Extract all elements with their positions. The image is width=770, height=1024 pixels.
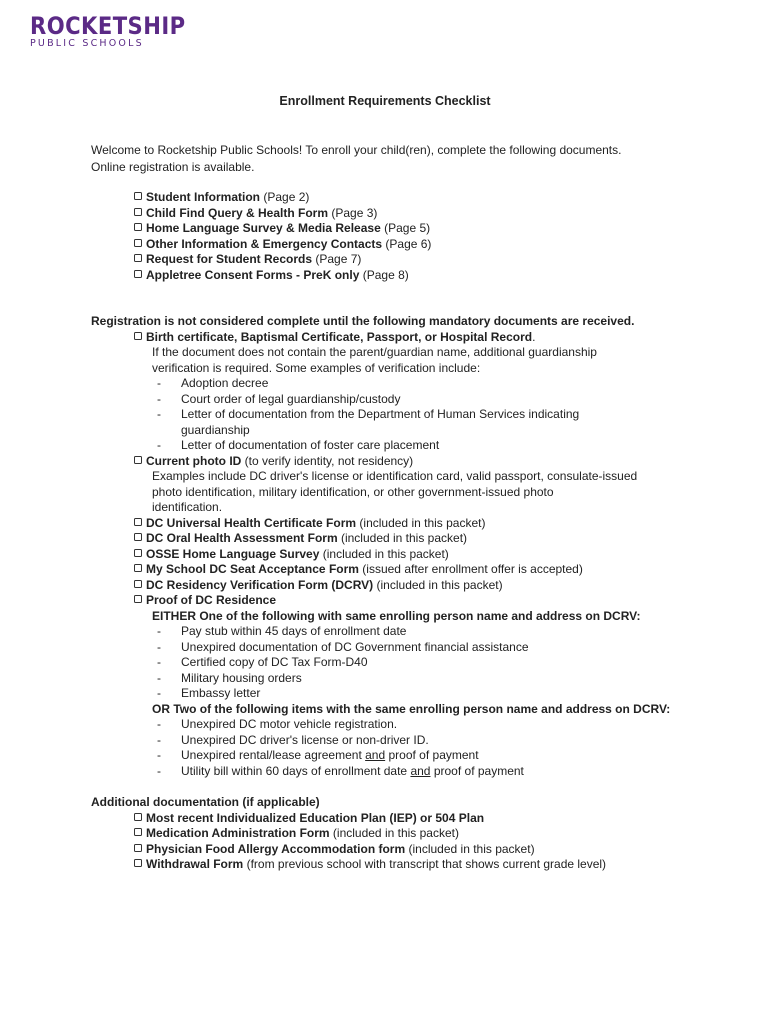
list-item bbox=[0, 392, 770, 408]
dash-marker: - bbox=[157, 748, 161, 762]
list-item-text: Unexpired DC motor vehicle registration. bbox=[181, 717, 398, 731]
dash-marker: - bbox=[157, 407, 161, 421]
dash-marker: - bbox=[157, 376, 161, 390]
item-description: Examples include DC driver's license or identification card, valid passport, consulate-issued bbox=[152, 469, 638, 483]
item-name: Request for Student Records bbox=[146, 252, 313, 266]
logo-wordmark: ROCKETSHIP bbox=[30, 12, 186, 40]
checklist-item bbox=[0, 826, 770, 842]
item-page: (Page 2) bbox=[263, 190, 310, 204]
item-note: (from previous school with transcript that shows current grade level) bbox=[246, 857, 607, 871]
dash-marker: - bbox=[157, 655, 161, 669]
item-description: If the document does not contain the parent/guardian name, additional guardianship bbox=[152, 345, 597, 359]
checkbox-icon bbox=[134, 859, 142, 867]
checkbox-icon bbox=[134, 208, 142, 216]
item-name: Child Find Query & Health Form bbox=[146, 205, 329, 220]
item-description: photo identification, military identification, or other government-issued photo bbox=[152, 484, 554, 499]
list-item-text: Military housing orders bbox=[181, 670, 302, 685]
item-name: DC Oral Health Assessment Form bbox=[146, 531, 338, 545]
item-name: Most recent Individualized Education Plan (IEP) or 504 Plan bbox=[146, 810, 485, 825]
dash-marker: - bbox=[157, 438, 161, 452]
list-item bbox=[0, 686, 770, 702]
list-item-text: Court order of legal guardianship/custody bbox=[181, 391, 401, 406]
list-item-text: Pay stub within 45 days of enrollment date bbox=[181, 624, 407, 638]
additional-heading: Additional documentation (if applicable) bbox=[91, 795, 320, 809]
checkbox-icon bbox=[134, 828, 142, 836]
checkbox-icon bbox=[134, 518, 142, 526]
item-page: (Page 6) bbox=[385, 236, 432, 251]
item-note: (included in this packet) bbox=[376, 577, 503, 592]
item-note: (included in this packet) bbox=[322, 546, 449, 561]
checkbox-icon bbox=[134, 564, 142, 572]
item-name: Birth certificate, Baptismal Certificate, Passport, or Hospital Record bbox=[146, 329, 533, 344]
checklist-item bbox=[0, 531, 770, 547]
list-item-text: Utility bill within 60 days of enrollment date bbox=[181, 763, 408, 778]
either-heading: EITHER One of the following with same enrolling person name and address on DCRV: bbox=[152, 608, 641, 623]
item-note: (included in this packet) bbox=[332, 826, 459, 840]
item-page: (Page 5) bbox=[384, 221, 431, 235]
checkbox-icon bbox=[134, 239, 142, 247]
item-description: verification is required. Some examples of verification include: bbox=[152, 360, 481, 375]
additional-section bbox=[0, 795, 770, 873]
list-item bbox=[0, 407, 770, 423]
item-name: Withdrawal Form bbox=[146, 857, 244, 871]
dash-marker: - bbox=[157, 624, 161, 638]
mandatory-heading: Registration is not considered complete until the following mandatory documents are received. bbox=[91, 314, 635, 328]
item-page: (Page 7) bbox=[315, 252, 362, 266]
checkbox-icon bbox=[134, 549, 142, 557]
rocketship-logo bbox=[30, 12, 186, 49]
checklist-item bbox=[0, 190, 770, 206]
dash-marker: - bbox=[157, 686, 161, 700]
list-item-text: Unexpired documentation of DC Government financial assistance bbox=[181, 639, 529, 654]
item-name: DC Universal Health Certificate Form bbox=[146, 515, 357, 530]
logo-subtitle: PUBLIC SCHOOLS bbox=[30, 38, 144, 49]
list-item bbox=[0, 624, 770, 640]
item-name: Proof of DC Residence bbox=[146, 593, 277, 607]
checkbox-icon bbox=[134, 223, 142, 231]
dash-marker: - bbox=[157, 391, 161, 406]
list-item-text: Letter of documentation from the Department of Human Services indicating bbox=[181, 407, 580, 421]
dash-marker: - bbox=[157, 763, 161, 778]
checklist-item bbox=[0, 268, 770, 284]
item-name: Current photo ID bbox=[146, 453, 242, 468]
list-item-text: Unexpired rental/lease agreement bbox=[181, 748, 362, 762]
dash-marker: - bbox=[157, 639, 161, 654]
item-note: (included in this packet) bbox=[359, 515, 486, 530]
checkbox-icon bbox=[134, 254, 142, 262]
list-item-text: Unexpired DC driver's license or non-driver ID. bbox=[181, 732, 429, 747]
checklist-item bbox=[0, 842, 770, 858]
packet-checklist bbox=[0, 190, 770, 283]
item-name: Physician Food Allergy Accommodation form bbox=[146, 841, 406, 856]
list-item-text: proof of payment bbox=[433, 763, 524, 778]
item-description: identification. bbox=[152, 500, 223, 514]
list-item bbox=[0, 748, 770, 764]
checklist-item bbox=[0, 516, 770, 532]
checklist-item-proof-of-residence bbox=[0, 593, 770, 609]
checkbox-icon bbox=[134, 192, 142, 200]
list-item bbox=[0, 376, 770, 392]
list-item-text: Adoption decree bbox=[181, 376, 269, 390]
checkbox-icon bbox=[134, 595, 142, 603]
checkbox-icon bbox=[134, 456, 142, 464]
item-page: (Page 3) bbox=[331, 205, 378, 220]
checkbox-icon bbox=[134, 844, 142, 852]
checklist-item bbox=[0, 857, 770, 873]
checklist-item bbox=[0, 547, 770, 563]
intro-line-1: Welcome to Rocketship Public Schools! To enroll your child(ren), complete the following documents. bbox=[91, 143, 622, 157]
intro-line-2: Online registration is available. bbox=[91, 160, 255, 174]
checklist-item bbox=[0, 578, 770, 594]
list-item bbox=[0, 717, 770, 733]
checkbox-icon bbox=[134, 270, 142, 278]
dash-marker: - bbox=[157, 670, 161, 685]
list-item bbox=[0, 733, 770, 749]
list-item bbox=[0, 640, 770, 656]
item-name: Appletree Consent Forms - PreK only bbox=[146, 267, 360, 282]
item-name: My School DC Seat Acceptance Form bbox=[146, 562, 359, 576]
list-item bbox=[0, 671, 770, 687]
item-note: (to verify identity, not residency) bbox=[244, 453, 414, 468]
dash-marker: - bbox=[157, 732, 161, 747]
list-item bbox=[0, 655, 770, 671]
mandatory-section bbox=[0, 314, 770, 779]
list-item-continuation: guardianship bbox=[181, 422, 250, 437]
checklist-item-birth-certificate bbox=[0, 330, 770, 346]
checklist-item-photo-id bbox=[0, 454, 770, 470]
checklist-item bbox=[0, 206, 770, 222]
checkbox-icon bbox=[134, 813, 142, 821]
item-period: . bbox=[532, 329, 536, 344]
underlined-and: and bbox=[410, 763, 431, 778]
checkbox-icon bbox=[134, 533, 142, 541]
item-name: OSSE Home Language Survey bbox=[146, 546, 320, 561]
item-page: (Page 8) bbox=[362, 267, 409, 282]
item-note: (issued after enrollment offer is accepted) bbox=[362, 562, 583, 576]
item-name: Home Language Survey & Media Release bbox=[146, 221, 381, 235]
item-note: (included in this packet) bbox=[408, 841, 535, 856]
item-name: DC Residency Verification Form (DCRV) bbox=[146, 577, 374, 592]
underlined-and: and bbox=[365, 748, 386, 762]
list-item-text: Embassy letter bbox=[181, 686, 261, 700]
item-name: Other Information & Emergency Contacts bbox=[146, 236, 383, 251]
intro-paragraph bbox=[91, 142, 691, 176]
checklist-item bbox=[0, 237, 770, 253]
list-item-text: proof of payment bbox=[388, 748, 479, 762]
list-item-text: Letter of documentation of foster care placement bbox=[181, 438, 440, 452]
checklist-item bbox=[0, 221, 770, 237]
list-item bbox=[0, 438, 770, 454]
or-heading: OR Two of the following items with the same enrolling person name and address on DCRV: bbox=[152, 701, 671, 716]
item-name: Medication Administration Form bbox=[146, 826, 330, 840]
item-note: (included in this packet) bbox=[340, 531, 468, 545]
checklist-item bbox=[0, 811, 770, 827]
checkbox-icon bbox=[134, 580, 142, 588]
page-title: Enrollment Requirements Checklist bbox=[279, 94, 491, 108]
list-item-text: Certified copy of DC Tax Form-D40 bbox=[181, 655, 368, 669]
checkbox-icon bbox=[134, 332, 142, 340]
checklist-item bbox=[0, 252, 770, 268]
item-name: Student Information bbox=[146, 190, 260, 204]
checklist-item bbox=[0, 562, 770, 578]
list-item bbox=[0, 764, 770, 780]
dash-marker: - bbox=[157, 717, 161, 731]
